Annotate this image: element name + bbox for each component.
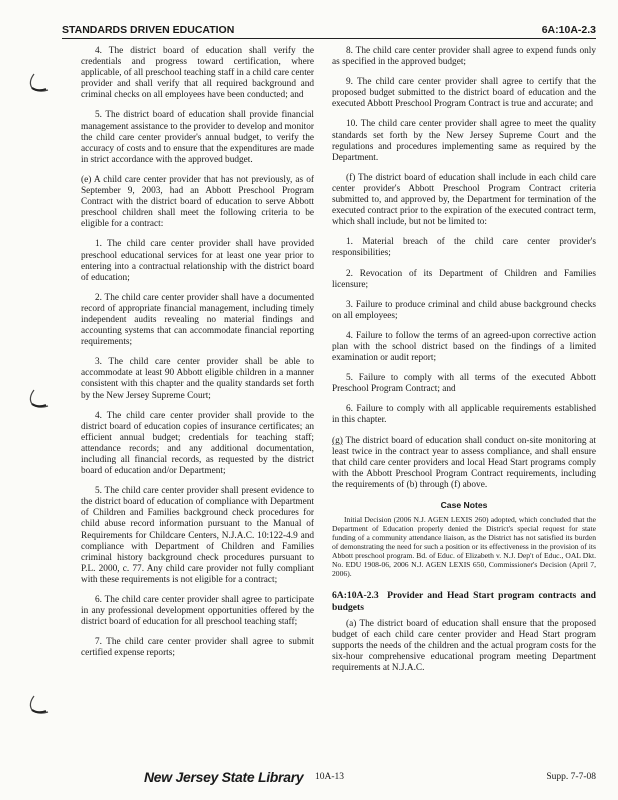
section-title: Provider and Head Start program contracts and budgets	[332, 590, 597, 613]
right-paragraph: 9. The child care center provider shall agree to certify that the proposed budget submitted to the district board of education and the executed Abbott Preschool Program Contract is true and accurate; and	[332, 77, 596, 110]
right-paragraph: 6. Failure to comply with all applicable requirements established in this chapter.	[332, 404, 596, 426]
page-number: 10A-13	[315, 772, 345, 782]
binder-hole-mark-icon	[26, 72, 52, 94]
right-paragraph: 1. Material breach of the child care center provider's responsibilities;	[332, 237, 596, 259]
library-stamp: New Jersey State Library	[144, 769, 304, 785]
right-paragraph: (f) The district board of education shall include in each child care center provider's Abbott Preschool Program Contract criteria submitted to, and approved by, the Department for termination of the executed contract prior to the expiration of the executed contract term, which shall include, but not be limited to:	[332, 172, 596, 228]
supplement-date: Supp. 7-7-08	[546, 772, 596, 782]
left-paragraph: (e) A child care center provider that has not previously, as of September 9, 2003, had an Abbott Preschool Program Contract with the district board of education to serve Abbott preschool children shall meet the following criteria to be eligible for a contract:	[81, 174, 314, 230]
left-paragraph: 4. The district board of education shall verify the credentials and progress toward certification, where applicable, of all preschool teaching staff in a child care center provider and shall verify that all required background and criminal checks on all employees have been conducted; and	[81, 46, 314, 101]
right-paragraph: 2. Revocation of its Department of Children and Families licensure;	[332, 268, 596, 290]
page-footer	[62, 769, 596, 788]
case-notes-text: Initial Decision (2006 N.J. AGEN LEXIS 260) adopted, which concluded that the Department of Education properly denied the District's special request for state funding of a community attendance liaison, as the District has not satisfied its burden of demonstrating the need for such a position or its effectiveness in the provision of its Abbott preschool program. Bd. of Educ. of Elizabeth v. N.J. Dep't of Educ., OAL Dkt. No. EDU 1908-06, 2006 N.J. AGEN LEXIS 650, Commissioner's Decision (April 7, 2006).	[332, 515, 596, 579]
left-paragraph: 4. The child care center provider shall provide to the district board of education copies of insurance certificates; an efficient annual budget; credentials for teaching staff; attendance records; and any additional documentation, including all financial records, as requested by the district board of education and/or Department;	[81, 410, 314, 477]
right-paragraph: 5. Failure to comply with all terms of the executed Abbott Preschool Program Contract; and	[332, 373, 596, 395]
binder-hole-mark-icon	[26, 388, 52, 410]
left-paragraph: 3. The child care center provider shall be able to accommodate at least 90 Abbott eligible children in a manner consistent with this chapter and the quality standards set forth by the New Jersey Supreme Court;	[81, 357, 314, 401]
section-number: 6A:10A-2.3	[332, 590, 379, 602]
right-column	[332, 46, 596, 684]
case-notes-heading: Case Notes	[440, 500, 488, 510]
left-column	[81, 46, 314, 669]
section-paragraph-a: (a) The district board of education shall ensure that the proposed budget of each child care center provider and Head Start program supports the needs of the children and the actual program costs for the six-hour comprehensive educational program meeting Department requirements at N.J.A.C.	[332, 619, 596, 674]
header-title: STANDARDS DRIVEN EDUCATION	[62, 24, 235, 36]
section-heading	[332, 590, 596, 613]
running-header	[62, 22, 596, 39]
right-paragraph: 4. Failure to follow the terms of an agreed-upon corrective action plan with the school district based on the findings of a limited examination or audit report;	[332, 330, 596, 364]
left-paragraph: 2. The child care center provider shall have a documented record of appropriate financial management, including timely independent audits revealing no material findings and accounting systems that can accommodate financial reporting requirements;	[81, 292, 314, 348]
left-paragraph: 5. The district board of education shall provide financial management assistance to the provider to develop and monitor the child care center provider's annual budget, to verify the accuracy of costs and to ensure that the expenditures are made in strict accordance with the approved budget.	[81, 110, 314, 165]
right-paragraph: 8. The child care center provider shall agree to expend funds only as specified in the approved budget;	[332, 46, 596, 68]
binder-hole-mark-icon	[26, 694, 52, 716]
header-section: 6A:10A-2.3	[541, 24, 596, 36]
paragraph-g-text: The district board of education shall conduct on-site monitoring at least twice in the contract year to assess compliance, and shall ensure that child care center providers and local Head Start programs comply with the Abbott Preschool Program Contract requirements, including the requirements of (b) through (f) above.	[332, 435, 596, 490]
paragraph-g-label: (g)	[332, 435, 343, 446]
right-paragraphs	[332, 46, 596, 427]
right-paragraph: 3. Failure to produce criminal and child abuse background checks on all employees;	[332, 299, 596, 321]
left-paragraph: 1. The child care center provider shall have provided preschool educational services for at least one year prior to entering into a contractual relationship with the district board of education;	[81, 239, 314, 283]
paragraph-g	[332, 436, 596, 491]
left-paragraph: 6. The child care center provider shall agree to participate in any professional development opportunities offered by the district board of education for all preschool teaching staff;	[81, 595, 314, 628]
left-paragraph: 5. The child care center provider shall present evidence to the district board of education of compliance with Department of Children and Families background check procedures for child abuse record information pursuant to the Manual of Requirements for Childcare Centers, N.J.A.C. 10:122-4.9 and compliance with Department of Children and Families criminal history background check procedures pursuant to P.L. 2000, c. 77. Any child care provider not fully compliant with these requirements is not eligible for a contract;	[81, 486, 314, 585]
right-paragraph: 10. The child care center provider shall agree to meet the quality standards set forth by the New Jersey Supreme Court and the regulations and procedures implementing same as required by the Department.	[332, 119, 596, 163]
left-paragraph: 7. The child care center provider shall agree to submit certified expense reports;	[81, 637, 314, 659]
